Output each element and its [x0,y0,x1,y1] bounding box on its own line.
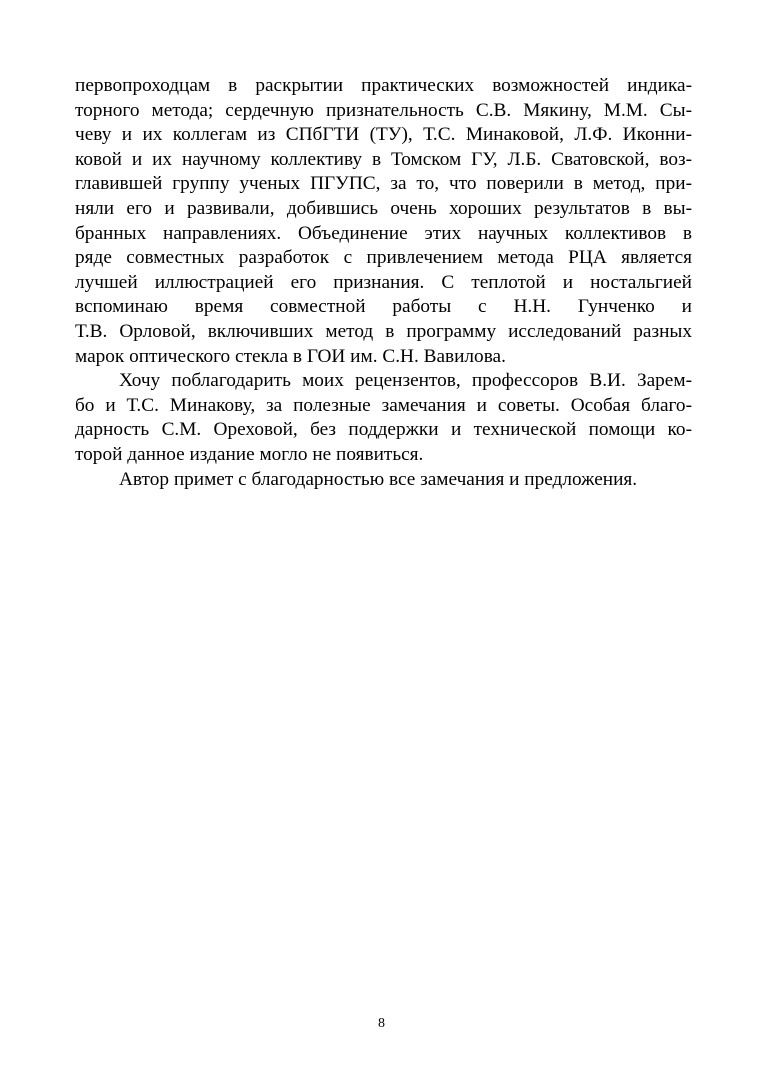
page-body [75,74,692,492]
text-line: дарность С.М. Ореховой, без поддержки и технической помощи ко- [75,419,692,441]
text-line: бо и Т.С. Минакову, за полезные замечания и советы. Особая благо- [75,394,692,416]
page-number: 8 [378,1016,385,1031]
text-line: Т.В. Орловой, включивших метод в программу исследований разных [75,320,692,342]
text-line: ковой и их научному коллективу в Томском ГУ, Л.Б. Сватовской, воз- [75,148,692,170]
text-line: Хочу поблагодарить моих рецензентов, профессоров В.И. Зарем- [119,370,692,392]
text-line: торного метода; сердечную признательность С.В. Мякину, М.М. Сы- [75,99,692,121]
paragraph-acknowledgements [75,74,692,369]
paragraph-reviewers [75,369,692,467]
text-line: чеву и их коллегам из СПбГТИ (ТУ), Т.С. Минаковой, Л.Ф. Иконни- [75,124,692,146]
text-line: Автор примет с благодарностью все замечания и предложения. [119,468,638,490]
text-line: лучшей иллюстрацией его признания. С теплотой и ностальгией [75,271,692,293]
paragraph-closing [75,468,692,493]
text-line: няли его и развивали, добившись очень хороших результатов в вы- [75,197,692,219]
text-line: вспоминаю время совместной работы с Н.Н. Гунченко и [75,296,692,318]
text-line: торой данное издание могло не появиться. [75,443,424,465]
text-line: первопроходцам в раскрытии практических возможностей индика- [75,75,692,96]
text-line: марок оптического стекла в ГОИ им. С.Н. Вавилова. [75,345,506,367]
text-line: ряде совместных разработок с привлечением метода РЦА является [75,247,692,269]
text-line: главившей группу ученых ПГУПС, за то, что поверили в метод, при- [75,173,692,195]
text-line: бранных направлениях. Объединение этих научных коллективов в [75,222,692,244]
